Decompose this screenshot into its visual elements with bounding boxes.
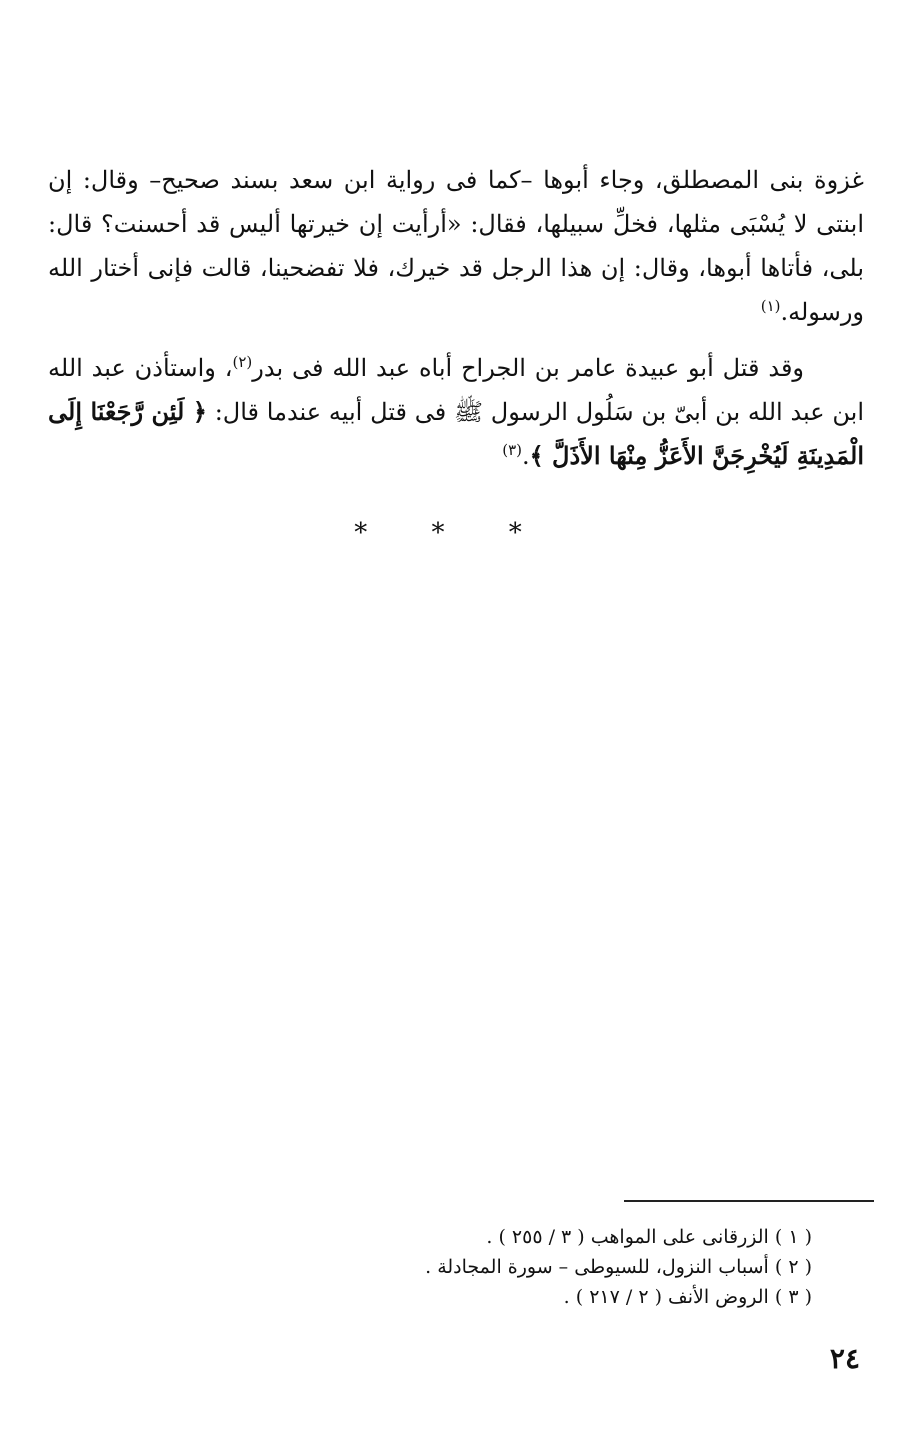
paragraph-1 — [48, 158, 864, 334]
footnotes — [112, 1222, 812, 1312]
footnote-2: ( ٢ ) أسباب النزول، للسيوطى – سورة المجادلة . — [425, 1256, 812, 1278]
page-number: ٢٤ — [829, 1342, 860, 1375]
paragraph-2-text-a: وقد قتل أبو عبيدة عامر بن الجراح أباه عبد الله فى بدر — [252, 354, 805, 382]
footnote-divider — [624, 1200, 874, 1202]
paragraph-2 — [48, 346, 864, 478]
paragraph-2-end: . — [522, 442, 530, 470]
paragraph-2-text-b: ، واستأذن عبد الله ابن عبد الله بن أبىّ بن سَلُول الرسول ﷺ فى قتل أبيه عندما قال: — [48, 354, 865, 426]
footnote-ref-3: (٣) — [502, 441, 522, 459]
quran-verse: ﴿ لَئِن رَّجَعْنَا إِلَى الْمَدِينَةِ لَيُخْرِجَنَّ الأَعَزُّ مِنْهَا الأَذَلَّ ﴾ — [48, 397, 864, 470]
section-separator: * * * — [354, 518, 550, 548]
paragraph-1-text: غزوة بنى المصطلق، وجاء أبوها –كما فى رواية ابن سعد بسند صحيح– وقال: إن ابنتى لا يُسْبَى مثلها، فخلِّ سبيلها، فقال: «أرأيت إن خيرتها أليس قد أحسنت؟ قال: بلى، فأتاها أبوها، وقال: إن هذا الرجل قد خيرك، فلا تفضحينا، قالت فإنى أختار الله ورسوله. — [48, 166, 864, 326]
footnote-ref-2: (٢) — [232, 353, 253, 371]
footnote-3: ( ٣ ) الروض الأنف ( ٢ / ٢١٧ ) . — [563, 1286, 812, 1308]
main-text — [48, 158, 864, 478]
footnote-ref-1: (١) — [760, 297, 781, 315]
footnote-1: ( ١ ) الزرقانى على المواهب ( ٣ / ٢٥٥ ) . — [486, 1226, 812, 1248]
